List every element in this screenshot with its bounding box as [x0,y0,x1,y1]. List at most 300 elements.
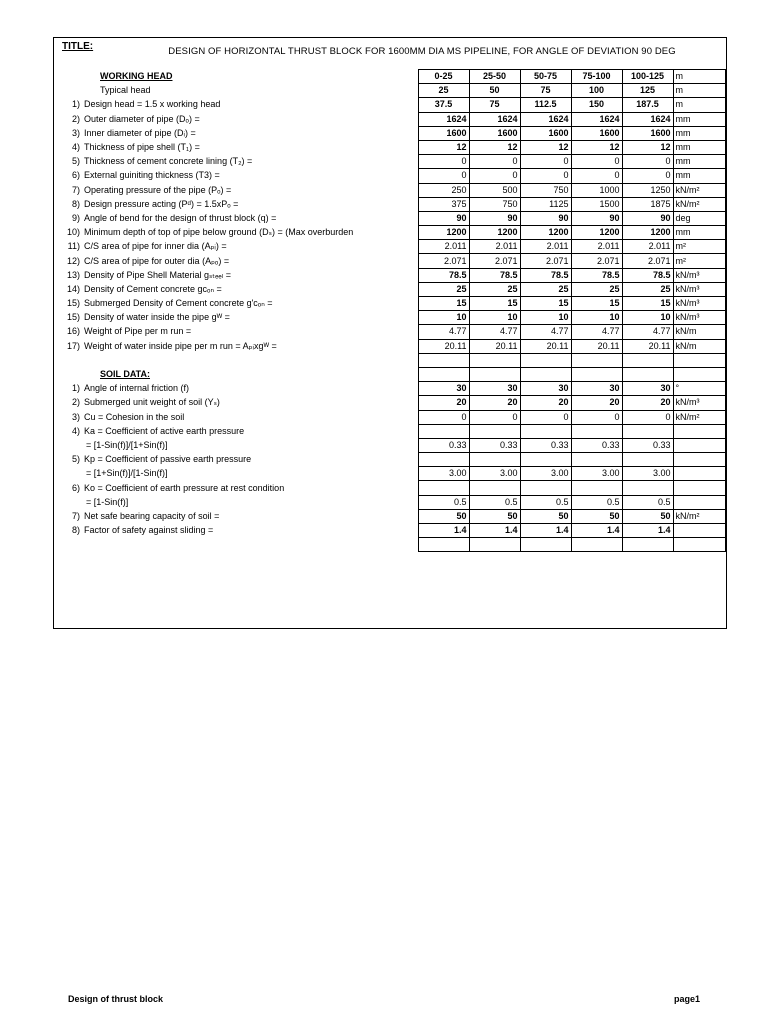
value-cell[interactable]: 0 [418,410,469,424]
table-row [54,140,725,154]
value-cell[interactable] [571,481,622,495]
value-cell[interactable]: 75-100 [571,70,622,84]
value-cell[interactable]: 10 [418,311,469,325]
value-cell[interactable]: 75 [469,98,520,112]
value-cell[interactable]: 78.5 [418,268,469,282]
unit-cell[interactable] [673,495,725,509]
row-label: Operating pressure of the pipe (Pₒ) = [84,184,232,195]
value-cell[interactable]: 2.011 [418,240,469,254]
value-cell[interactable] [622,538,673,552]
table-row [54,197,725,211]
value-cell[interactable]: 1125 [520,197,571,211]
value-cell[interactable]: 78.5 [469,268,520,282]
value-cell[interactable]: 75 [520,84,571,98]
value-cell[interactable]: 1624 [622,112,673,126]
value-cell[interactable] [469,453,520,467]
value-cell[interactable]: 50-75 [520,70,571,84]
value-cell[interactable]: 10 [622,311,673,325]
value-cell[interactable]: 0 [571,169,622,183]
unit-cell[interactable] [673,424,725,438]
table-row [54,169,725,183]
document-title: DESIGN OF HORIZONTAL THRUST BLOCK FOR 1600MM DIA MS PIPELINE, FOR ANGLE OF DEVIATION 90 DEG [168,46,676,57]
unit-cell[interactable]: kN/m³ [673,311,725,325]
unit-cell[interactable] [673,467,725,481]
value-cell[interactable]: 20.11 [571,339,622,353]
value-cell[interactable] [469,353,520,367]
row-number: 1) [71,383,80,394]
row-label: Weight of water inside pipe per m run = Aₚᵢxgᵂ = [84,340,277,351]
value-cell[interactable]: 1600 [571,126,622,140]
value-cell[interactable] [622,353,673,367]
row-label: Ka = Coefficient of active earth pressure [84,425,245,436]
value-cell[interactable]: 20 [622,396,673,410]
value-cell[interactable]: 1624 [520,112,571,126]
value-cell[interactable]: 50 [469,84,520,98]
spreadsheet-page [53,37,727,629]
value-cell[interactable]: 3.00 [571,467,622,481]
value-cell[interactable] [571,367,622,381]
value-cell[interactable] [520,353,571,367]
value-cell[interactable]: 10 [571,311,622,325]
row-label: WORKING HEAD [100,71,173,82]
row-label: Ko = Coefficient of earth pressure at rest condition [84,482,285,493]
value-cell[interactable]: 2.011 [622,240,673,254]
value-cell[interactable]: 0 [571,410,622,424]
value-cell[interactable]: 0 [520,155,571,169]
value-cell[interactable]: 0-25 [418,70,469,84]
value-cell[interactable]: 0 [520,169,571,183]
header-row [54,70,725,84]
row-number [54,467,82,481]
value-cell[interactable]: 90 [418,211,469,225]
row-number: 10) [66,227,80,238]
value-cell[interactable]: 1200 [418,226,469,240]
value-cell[interactable]: 50 [571,509,622,523]
value-cell[interactable]: 750 [469,197,520,211]
value-cell[interactable]: 1250 [622,183,673,197]
unit-cell[interactable]: kN/m³ [673,396,725,410]
value-cell[interactable] [520,424,571,438]
value-cell[interactable]: 37.5 [418,98,469,112]
table-row [54,495,725,509]
value-cell[interactable]: 12 [520,140,571,154]
blank-row [54,353,725,367]
value-cell[interactable]: 20 [469,396,520,410]
value-cell[interactable] [622,453,673,467]
row-label: Factor of safety against sliding = [84,525,214,536]
row-number [54,495,82,509]
value-cell[interactable]: 1624 [469,112,520,126]
unit-cell[interactable]: kN/m³ [673,282,725,296]
unit-cell[interactable] [673,538,725,552]
value-cell[interactable] [418,453,469,467]
value-cell[interactable]: 112.5 [520,98,571,112]
footer-document-name: Design of thrust block [68,994,164,1004]
table-row [54,226,725,240]
value-cell[interactable]: 1600 [622,126,673,140]
value-cell[interactable]: 15 [418,297,469,311]
value-cell[interactable]: 1200 [520,226,571,240]
value-cell[interactable]: 12 [571,140,622,154]
row-label: Outer diameter of pipe (Dₒ) = [84,113,200,124]
row-number: 7) [71,510,80,521]
unit-cell[interactable]: mm [673,226,725,240]
row-number: 14) [66,283,80,294]
value-cell[interactable]: 0.33 [622,438,673,452]
value-cell[interactable]: 1600 [469,126,520,140]
value-cell[interactable]: 25 [469,282,520,296]
value-cell[interactable]: 1624 [418,112,469,126]
row-label [82,353,418,367]
value-cell[interactable]: 0 [622,410,673,424]
unit-cell[interactable]: kN/m² [673,197,725,211]
row-label: Density of water inside the pipe gᵂ = [84,312,230,323]
value-cell[interactable]: 1.4 [469,524,520,538]
row-number: 8) [71,525,80,536]
row-label: Angle of internal friction (f) [84,383,190,394]
row-number: 15) [66,298,80,309]
value-cell[interactable] [469,424,520,438]
table-row [54,98,725,112]
table-row [54,211,725,225]
table-row [54,481,725,495]
value-cell[interactable]: 10 [520,311,571,325]
value-cell[interactable]: 0.33 [571,438,622,452]
row-label: Thickness of pipe shell (T₁) = [84,142,200,153]
value-cell[interactable]: 250 [418,183,469,197]
value-cell[interactable]: 15 [520,297,571,311]
unit-cell[interactable]: kN/m [673,339,725,353]
row-label: Typical head [100,85,151,96]
value-cell[interactable]: 0 [520,410,571,424]
value-cell[interactable]: 150 [571,98,622,112]
row-label: C/S area of pipe for inner dia (Aₚᵢ) = [84,241,227,252]
value-cell[interactable]: 15 [571,297,622,311]
value-cell[interactable] [571,353,622,367]
value-cell[interactable]: 78.5 [571,268,622,282]
row-label: Density of Cement concrete gᴄₒₙ = [84,283,222,294]
value-cell[interactable]: 10 [469,311,520,325]
value-cell[interactable] [571,424,622,438]
unit-cell[interactable]: kN/m³ [673,297,725,311]
value-cell[interactable]: 25 [418,282,469,296]
value-cell[interactable]: 1200 [571,226,622,240]
value-cell[interactable]: 20 [418,396,469,410]
unit-cell[interactable] [673,353,725,367]
value-cell[interactable] [571,453,622,467]
unit-cell[interactable]: ° [673,382,725,396]
unit-cell[interactable]: m [673,70,725,84]
value-cell[interactable]: 750 [520,183,571,197]
row-number: 12) [66,255,80,266]
value-cell[interactable]: 0 [469,155,520,169]
table-row [54,396,725,410]
row-label [82,538,418,552]
value-cell[interactable]: 3.00 [469,467,520,481]
unit-cell[interactable]: mm [673,126,725,140]
table-row [54,524,725,538]
unit-cell[interactable] [673,453,725,467]
table-row [54,424,725,438]
value-cell[interactable]: 3.00 [622,467,673,481]
value-cell[interactable]: 3.00 [418,467,469,481]
row-number [54,70,82,84]
value-cell[interactable]: 0 [622,155,673,169]
value-cell[interactable]: 25 [571,282,622,296]
value-cell[interactable]: 4.77 [520,325,571,339]
value-cell[interactable]: 25 [418,84,469,98]
value-cell[interactable]: 12 [622,140,673,154]
table-row [54,509,725,523]
value-cell[interactable]: 20.11 [418,339,469,353]
row-number: 5) [71,454,80,465]
value-cell[interactable]: 0.5 [622,495,673,509]
value-cell[interactable]: 0 [418,169,469,183]
value-cell[interactable]: 1.4 [418,524,469,538]
unit-cell[interactable] [673,367,725,381]
value-cell[interactable]: 50 [469,509,520,523]
row-number: 4) [71,142,80,153]
unit-cell[interactable]: m [673,84,725,98]
value-cell[interactable]: 30 [622,382,673,396]
value-cell[interactable]: 1200 [469,226,520,240]
value-cell[interactable] [418,424,469,438]
value-cell[interactable]: 1.4 [520,524,571,538]
unit-cell[interactable]: mm [673,169,725,183]
value-cell[interactable] [418,353,469,367]
row-number: 7) [71,184,80,195]
row-number: 6) [71,170,80,181]
value-cell[interactable]: 0.5 [571,495,622,509]
table-row [54,155,725,169]
value-cell[interactable] [520,453,571,467]
unit-cell[interactable]: deg [673,211,725,225]
value-cell[interactable]: 187.5 [622,98,673,112]
row-label: External guiniting thickness (T3) = [84,170,220,181]
title-label: TITLE: [62,41,94,52]
value-cell[interactable]: 0.5 [520,495,571,509]
value-cell[interactable] [469,367,520,381]
value-cell[interactable]: 1.4 [571,524,622,538]
unit-cell[interactable] [673,481,725,495]
value-cell[interactable]: 4.77 [469,325,520,339]
value-cell[interactable]: 3.00 [520,467,571,481]
table-row [54,183,725,197]
value-cell[interactable]: 25 [520,282,571,296]
value-cell[interactable] [520,538,571,552]
value-cell[interactable]: 4.77 [571,325,622,339]
value-cell[interactable]: 15 [469,297,520,311]
row-number: 6) [71,482,80,493]
value-cell[interactable]: 0.33 [418,438,469,452]
table-row [54,282,725,296]
row-number: 13) [66,269,80,280]
value-cell[interactable]: 20 [571,396,622,410]
row-label: Thickness of cement concrete lining (T₂) = [84,156,253,167]
value-cell[interactable]: 50 [520,509,571,523]
unit-cell[interactable]: mm [673,112,725,126]
value-cell[interactable]: 1500 [571,197,622,211]
value-cell[interactable]: 0.5 [469,495,520,509]
value-cell[interactable]: 25-50 [469,70,520,84]
row-number: 16) [66,326,80,337]
table-row [54,254,725,268]
row-number: 4) [71,425,80,436]
row-number [54,367,82,381]
value-cell[interactable]: 0 [469,169,520,183]
row-label: = [1-Sin(f)] [86,496,129,507]
unit-cell[interactable]: m² [673,254,725,268]
value-cell[interactable]: 78.5 [520,268,571,282]
footer-page-number: page1 [673,994,700,1004]
value-cell[interactable]: 20.11 [622,339,673,353]
value-cell[interactable]: 90 [622,211,673,225]
value-cell[interactable]: 2.071 [622,254,673,268]
value-cell[interactable]: 1200 [622,226,673,240]
unit-cell[interactable]: m [673,98,725,112]
value-cell[interactable] [622,481,673,495]
value-cell[interactable]: 1.4 [622,524,673,538]
row-number [54,84,82,98]
value-cell[interactable]: 2.071 [418,254,469,268]
row-label: Weight of Pipe per m run = [84,326,192,337]
value-cell[interactable]: 0 [622,169,673,183]
unit-cell[interactable]: m² [673,240,725,254]
table-row [54,410,725,424]
row-label: = [1+Sin(f)]/[1-Sin(f)] [86,468,168,479]
value-cell[interactable]: 2.071 [469,254,520,268]
value-cell[interactable]: 0.33 [469,438,520,452]
row-number [54,538,82,552]
value-cell[interactable]: 15 [622,297,673,311]
row-label: Net safe bearing capacity of soil = [84,510,220,521]
value-cell[interactable] [469,481,520,495]
value-cell[interactable]: 0 [469,410,520,424]
value-cell[interactable]: 30 [571,382,622,396]
row-label: C/S area of pipe for outer dia (Aₚₒ) = [84,255,230,266]
row-number: 1) [71,99,80,110]
value-cell[interactable]: 1600 [520,126,571,140]
row-label: Submerged unit weight of soil (Yₛ) [84,397,220,408]
value-cell[interactable]: 90 [520,211,571,225]
value-cell[interactable]: 30 [469,382,520,396]
value-cell[interactable]: 0.33 [520,438,571,452]
table-row [54,112,725,126]
value-cell[interactable]: 2.071 [520,254,571,268]
value-cell[interactable]: 20.11 [469,339,520,353]
value-cell[interactable]: 20.11 [520,339,571,353]
value-cell[interactable] [622,367,673,381]
value-cell[interactable] [520,481,571,495]
row-number: 5) [71,156,80,167]
unit-cell[interactable]: kN/m [673,325,725,339]
unit-cell[interactable]: mm [673,155,725,169]
table-row [54,453,725,467]
row-number: 15) [66,312,80,323]
value-cell[interactable]: 1624 [571,112,622,126]
value-cell[interactable]: 4.77 [418,325,469,339]
value-cell[interactable]: 0.5 [418,495,469,509]
unit-cell[interactable]: mm [673,140,725,154]
value-cell[interactable]: 50 [418,509,469,523]
design-table [54,69,726,552]
unit-cell[interactable]: kN/m² [673,410,725,424]
value-cell[interactable]: 375 [418,197,469,211]
value-cell[interactable] [418,367,469,381]
row-label: Inner diameter of pipe (Dᵢ) = [84,127,196,138]
row-number: 2) [71,113,80,124]
value-cell[interactable]: 2.011 [571,240,622,254]
table-row [54,126,725,140]
value-cell[interactable]: 1875 [622,197,673,211]
row-number: 8) [71,198,80,209]
value-cell[interactable]: 78.5 [622,268,673,282]
value-cell[interactable] [571,538,622,552]
value-cell[interactable]: 30 [418,382,469,396]
row-label: Design pressure acting (Pᵈ) = 1.5xPₒ = [84,198,239,209]
value-cell[interactable] [418,481,469,495]
value-cell[interactable]: 12 [469,140,520,154]
value-cell[interactable]: 90 [469,211,520,225]
value-cell[interactable]: 30 [520,382,571,396]
value-cell[interactable]: 50 [622,509,673,523]
row-label: Design head = 1.5 x working head [84,99,221,110]
row-label: Minimum depth of top of pipe below ground (Dₛ) = (Max overburden [84,227,354,238]
value-cell[interactable]: 4.77 [622,325,673,339]
value-cell[interactable]: 125 [622,84,673,98]
row-number [54,353,82,367]
unit-cell[interactable]: kN/m² [673,509,725,523]
value-cell[interactable]: 2.011 [520,240,571,254]
value-cell[interactable]: 0 [571,155,622,169]
soil-header-row [54,367,725,381]
row-label: Submerged Density of Cement concrete g'ᴄₒₙ = [84,298,273,309]
unit-cell[interactable] [673,524,725,538]
row-label: SOIL DATA: [100,369,150,380]
blank-row [54,538,725,552]
table-row [54,240,725,254]
value-cell[interactable]: 90 [571,211,622,225]
row-label: Density of Pipe Shell Material gₛₜₑₑₗ = [84,269,232,280]
value-cell[interactable]: 20 [520,396,571,410]
typical-head-row [54,84,725,98]
value-cell[interactable] [622,424,673,438]
unit-cell[interactable]: kN/m² [673,183,725,197]
row-label: = [1-Sin(f)]/[1+Sin(f)] [86,439,168,450]
value-cell[interactable]: 100 [571,84,622,98]
value-cell[interactable] [469,538,520,552]
value-cell[interactable]: 500 [469,183,520,197]
unit-cell[interactable]: kN/m³ [673,268,725,282]
table-row [54,311,725,325]
table-row [54,297,725,311]
value-cell[interactable]: 25 [622,282,673,296]
value-cell[interactable] [520,367,571,381]
table-row [54,467,725,481]
row-number: 17) [66,340,80,351]
row-number: 11) [67,241,80,252]
value-cell[interactable]: 100-125 [622,70,673,84]
value-cell[interactable]: 12 [418,140,469,154]
table-row [54,339,725,353]
value-cell[interactable]: 0 [418,155,469,169]
value-cell[interactable]: 1000 [571,183,622,197]
value-cell[interactable] [418,538,469,552]
value-cell[interactable]: 2.071 [571,254,622,268]
value-cell[interactable]: 2.011 [469,240,520,254]
unit-cell[interactable] [673,438,725,452]
value-cell[interactable]: 1600 [418,126,469,140]
